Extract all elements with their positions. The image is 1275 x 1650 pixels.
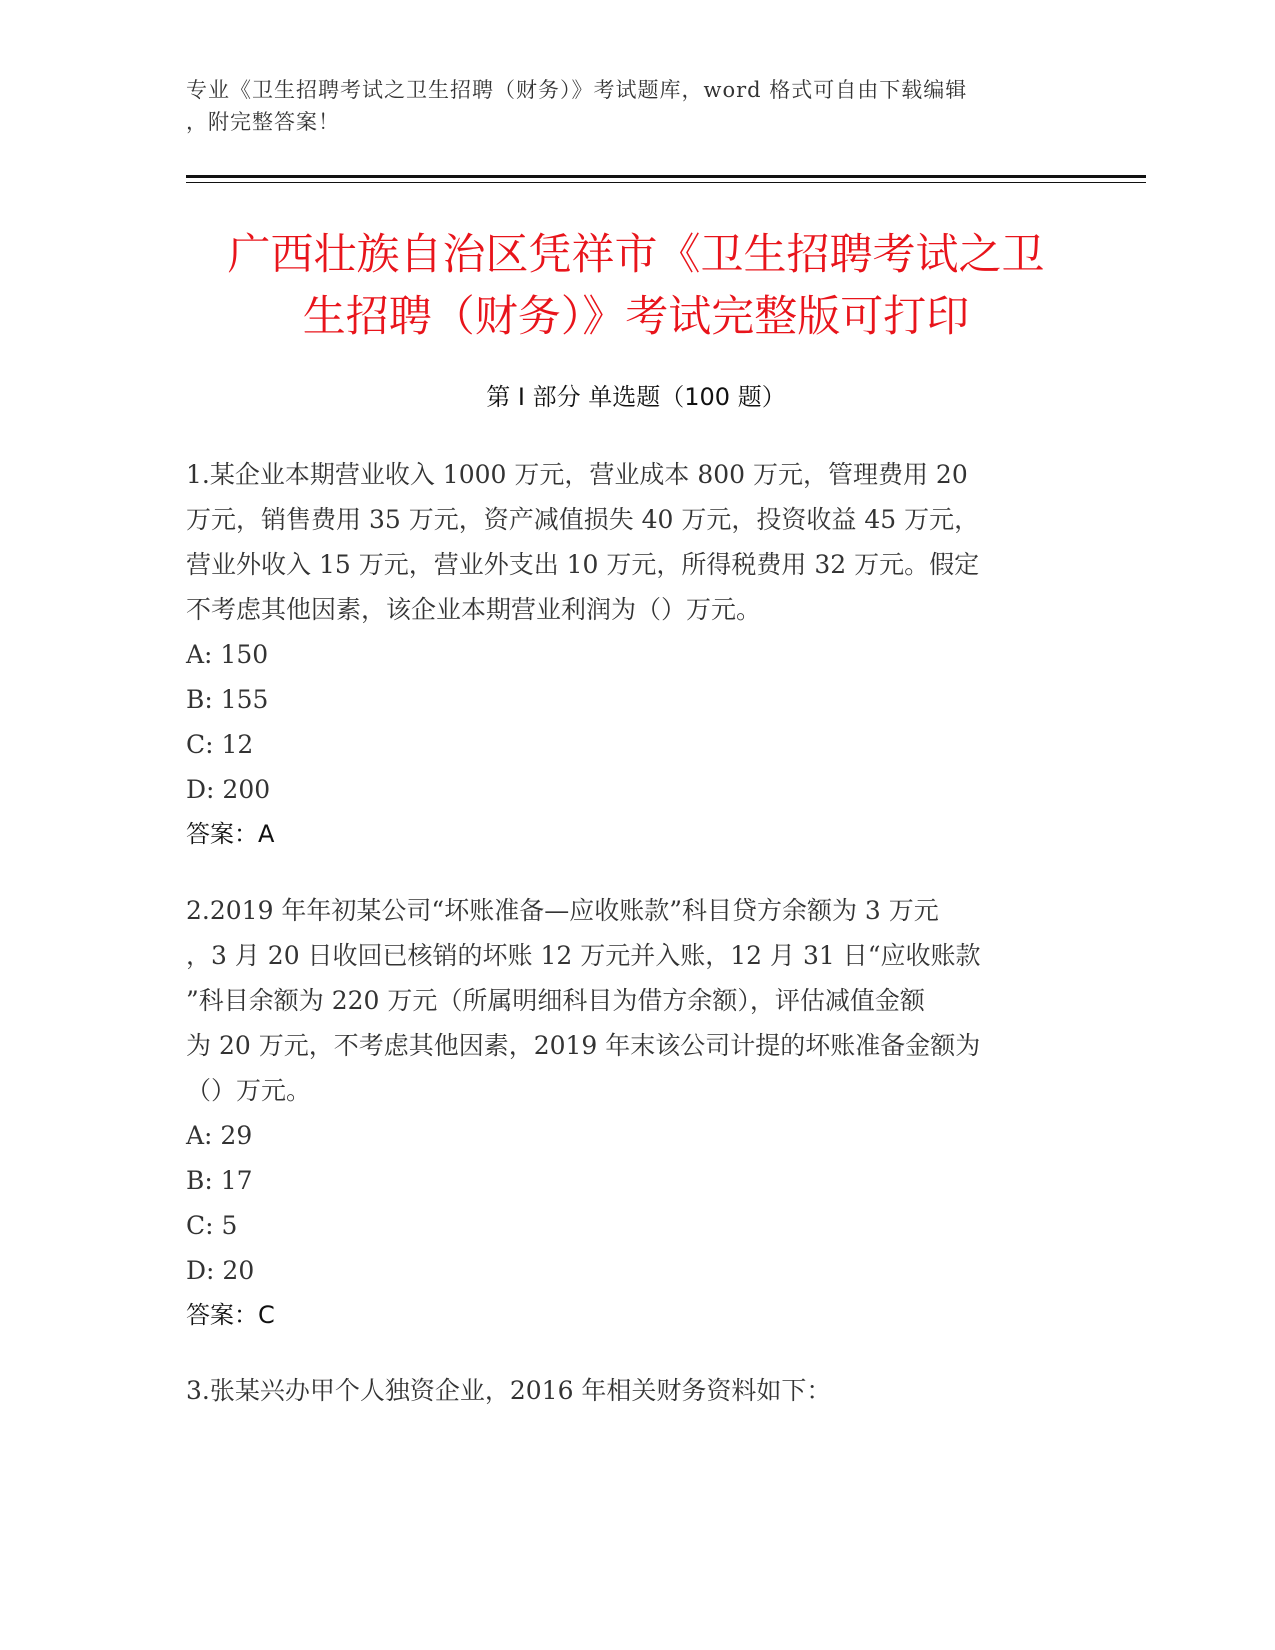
question-stem bbox=[186, 1368, 1086, 1413]
option-a: A: 29 bbox=[186, 1121, 253, 1150]
question-stem-line: 1.某企业本期营业收入 1000 万元，营业成本 800 万元，管理费用 20 bbox=[186, 460, 968, 489]
answer-label: 答案：A bbox=[186, 820, 275, 848]
option-b: B: 17 bbox=[186, 1166, 253, 1195]
question-stem-line: 为 20 万元，不考虑其他因素，2019 年末该公司计提的坏账准备金额为 bbox=[186, 1031, 981, 1060]
section-title: 第 I 部分 单选题（100 题） bbox=[486, 383, 786, 411]
header-divider-thick bbox=[186, 175, 1146, 178]
question-2 bbox=[186, 888, 1086, 1338]
header-note-line-2: ，附完整答案！ bbox=[186, 110, 340, 134]
option-c: C: 12 bbox=[186, 730, 254, 759]
question-stem-line: 万元，销售费用 35 万元，资产减值损失 40 万元，投资收益 45 万元， bbox=[186, 505, 980, 534]
question-stem-line: 2.2019 年年初某公司“坏账准备—应收账款”科目贷方余额为 3 万元 bbox=[186, 896, 939, 925]
answer-label: 答案：C bbox=[186, 1301, 275, 1329]
question-stem-line: ，3 月 20 日收回已核销的坏账 12 万元并入账，12 月 31 日“应收账款 bbox=[186, 941, 981, 970]
header-note-line-1: 专业《卫生招聘考试之卫生招聘（财务）》考试题库，word 格式可自由下载编辑 bbox=[186, 78, 968, 102]
option-b: B: 155 bbox=[186, 685, 269, 714]
question-stem-line: （）万元。 bbox=[186, 1076, 312, 1105]
question-stem bbox=[186, 452, 1086, 632]
question-1 bbox=[186, 452, 1086, 857]
document-title bbox=[186, 224, 1086, 348]
option-c: C: 5 bbox=[186, 1211, 238, 1240]
header-note bbox=[186, 74, 1086, 138]
question-stem-line: 不考虑其他因素，该企业本期营业利润为（）万元。 bbox=[186, 595, 762, 624]
option-d: D: 20 bbox=[186, 1256, 255, 1285]
option-d: D: 200 bbox=[186, 775, 271, 804]
header-divider-thin bbox=[186, 182, 1146, 183]
document-title-line-1: 广西壮族自治区凭祥市《卫生招聘考试之卫 bbox=[227, 230, 1045, 280]
document-title-line-2: 生招聘（财务）》考试完整版可打印 bbox=[302, 292, 970, 342]
question-stem-line: 营业外收入 15 万元，营业外支出 10 万元，所得税费用 32 万元。假定 bbox=[186, 550, 980, 579]
question-stem bbox=[186, 888, 1086, 1113]
question-stem-line: 3.张某兴办甲个人独资企业，2016 年相关财务资料如下： bbox=[186, 1376, 832, 1405]
question-stem-line: ”科目余额为 220 万元（所属明细科目为借方余额），评估减值金额 bbox=[186, 986, 925, 1015]
option-a: A: 150 bbox=[186, 640, 269, 669]
question-3 bbox=[186, 1368, 1086, 1413]
